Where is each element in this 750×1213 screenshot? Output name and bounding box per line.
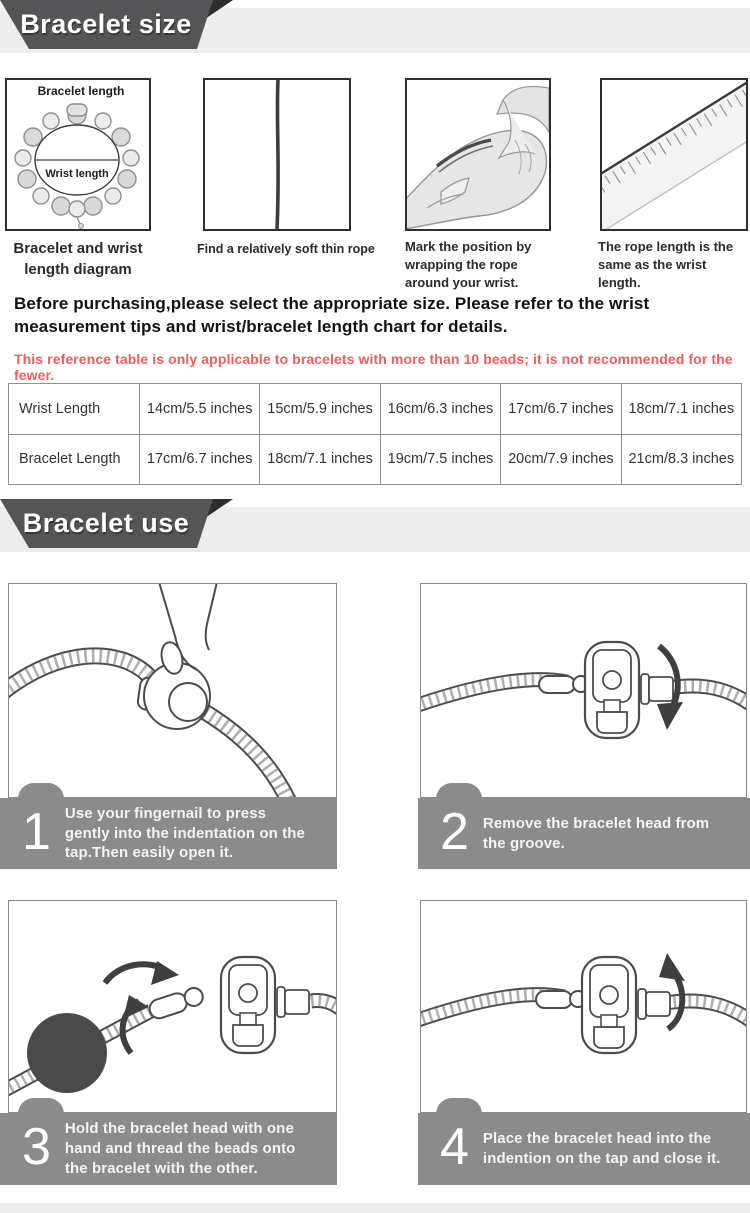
step1-caption-bar	[0, 798, 337, 869]
wrist-length-label: Wrist length	[45, 168, 109, 180]
wrist-wrap-art	[407, 80, 549, 229]
step3-caption-bar	[0, 1113, 337, 1185]
wrist-cell: 17cm/6.7 inches	[501, 384, 621, 435]
ruler-art	[602, 80, 746, 229]
bottom-divider	[0, 1203, 750, 1213]
wrist-cell: 16cm/6.3 inches	[380, 384, 500, 435]
caption-diagram: Bracelet and wrist length diagram	[13, 240, 143, 278]
size-ribbon	[0, 0, 240, 54]
bracelet-length-label: Bracelet length	[37, 84, 125, 98]
wrist-cell: 14cm/5.5 inches	[140, 384, 260, 435]
reference-warning: This reference table is only applicable to bracelets with more than 10 beads; it is not recommended for the fewer.	[14, 351, 733, 383]
size-banner-title: Bracelet size	[20, 9, 192, 39]
use-banner-title: Bracelet use	[22, 508, 190, 538]
step4-bump	[436, 1098, 482, 1114]
caption-rope: Find a relatively soft thin rope	[197, 242, 375, 256]
row-header-bracelet: Bracelet Length	[9, 434, 140, 485]
step3-illustration	[8, 900, 337, 1113]
step1-text: Use your fingernail to press gently into the indentation on the tap.Then easily open it.	[64, 804, 305, 862]
step1-bump	[18, 783, 64, 799]
rope-art	[205, 80, 349, 229]
step4-number: 4	[440, 1118, 469, 1176]
step1-illustration	[8, 583, 337, 798]
size-table	[8, 383, 742, 485]
table-row	[9, 384, 742, 435]
wrist-cell: 15cm/5.9 inches	[260, 384, 380, 435]
use-ribbon	[0, 499, 240, 553]
rope-image	[203, 78, 351, 231]
step3-bump	[18, 1098, 64, 1114]
step2-number: 2	[440, 802, 469, 861]
caption-wrap: Mark the position by wrapping the rope around your wrist.	[405, 239, 532, 291]
step2-illustration	[420, 583, 747, 798]
row-header-wrist: Wrist Length	[9, 384, 140, 435]
bracelet-cell: 21cm/8.3 inches	[621, 434, 741, 485]
step3-number: 3	[22, 1118, 51, 1176]
table-row	[9, 434, 742, 485]
bracelet-diagram-art	[7, 80, 149, 229]
step3-art	[9, 901, 336, 1112]
step4-text: Place the bracelet head into the indention on the tap and close it.	[482, 1130, 721, 1167]
caption-ruler: The rope length is the same as the wrist length.	[598, 239, 734, 291]
wrist-wrap-image	[405, 78, 551, 231]
step4-illustration	[420, 900, 747, 1113]
bracelet-cell: 19cm/7.5 inches	[380, 434, 500, 485]
bracelet-cell: 18cm/7.1 inches	[260, 434, 380, 485]
ruler-image	[600, 78, 748, 231]
step2-art	[421, 584, 746, 797]
bracelet-diagram-image	[5, 78, 151, 231]
step1-art	[9, 584, 336, 797]
step2-caption-bar	[418, 798, 750, 869]
purchase-note: Before purchasing,please select the appropriate size. Please refer to the wrist measurement tips and wrist/bracelet length chart for details.	[14, 294, 650, 336]
step2-text: Remove the bracelet head from the groove.	[482, 814, 710, 852]
step1-number: 1	[22, 802, 51, 861]
step3-text: Hold the bracelet head with one hand and thread the beads onto the bracelet with the other.	[64, 1120, 296, 1177]
bracelet-cell: 17cm/6.7 inches	[140, 434, 260, 485]
bracelet-cell: 20cm/7.9 inches	[501, 434, 621, 485]
wrist-cell: 18cm/7.1 inches	[621, 384, 741, 435]
step2-bump	[436, 783, 482, 799]
step4-art	[421, 901, 746, 1112]
step4-caption-bar	[418, 1113, 750, 1185]
